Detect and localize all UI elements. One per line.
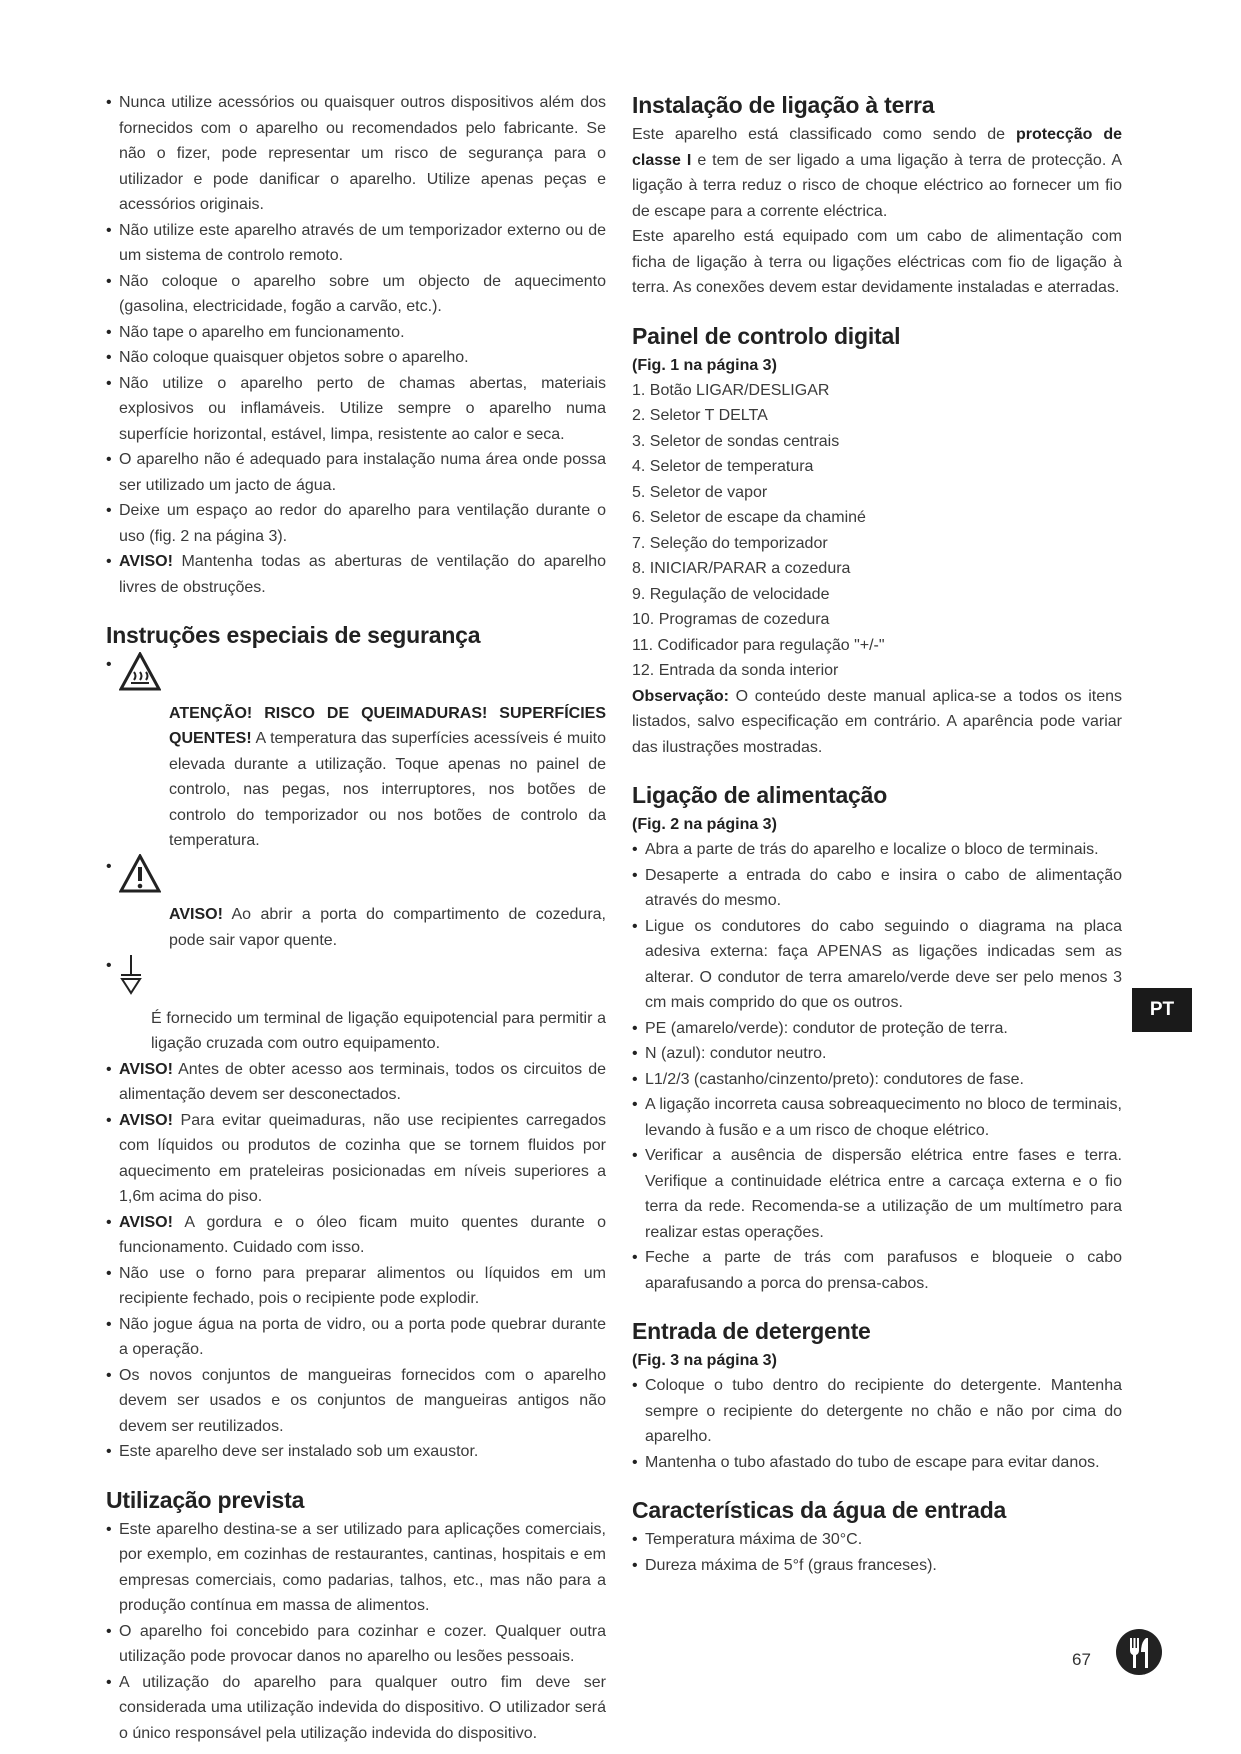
safety-list <box>106 652 606 1465</box>
list-item: 8. INICIAR/PARAR a cozedura <box>632 560 851 577</box>
list-item: • Não utilize o aparelho perto de chamas abertas, materiais explosivos ou inflamáveis. Utilize sempre o aparelho numa superfície horizontal, estável, limpa, resistente ao calor e seca. <box>106 371 606 448</box>
list-item: • Este aparelho deve ser instalado sob um exaustor. <box>106 1439 606 1465</box>
list-item-text: • É fornecido um terminal de ligação equipotencial para permitir a ligação cruzada com outro equipamento. <box>151 1009 606 1052</box>
list-item: • Ligue os condutores do cabo seguindo o diagrama na placa adesiva externa: faça APENAS as ligações indicadas sem as alterar. O condutor de terra amarelo/verde deve ser pelo menos 3 cm mais comprido do que os outros. <box>632 914 1122 1016</box>
warning-triangle-icon <box>119 881 161 898</box>
figure-reference: (Fig. 2 na página 3) <box>632 816 777 833</box>
list-item: • Coloque o tubo dentro do recipiente do detergente. Mantenha sempre o recipiente do detergente no chão e não por cima do aparelho. <box>632 1373 1122 1450</box>
list-item: • L1/2/3 (castanho/cinzento/preto): condutores de fase. <box>632 1067 1122 1093</box>
note-text: O conteúdo deste manual aplica-se a todos os itens listados, salvo especificação em contrário. A aparência pode variar das ilustrações mostradas. <box>632 687 1122 756</box>
list-item: • Não tape o aparelho em funcionamento. <box>106 320 606 346</box>
section-title-power: Ligação de alimentação <box>632 782 888 808</box>
text-span: e tem de ser ligado a uma ligação à terra de protecção. A ligação à terra reduz o risco de choque eléctrico ao fornecer um fio de escape para a corrente eléctrica. <box>632 151 1123 220</box>
power-list <box>632 837 1122 1296</box>
list-item: • Temperatura máxima de 30°C. <box>632 1527 1122 1553</box>
list-item: 5. Seletor de vapor <box>632 483 768 501</box>
list-item-text: Ao abrir a porta do compartimento de cozedura, pode sair vapor quente. <box>169 906 606 949</box>
panel-note <box>632 684 1122 761</box>
language-tab: PT <box>1132 988 1192 1032</box>
list-item: • PE (amarelo/verde): condutor de proteção de terra. <box>632 1016 1122 1042</box>
list-item: • N (azul): condutor neutro. <box>632 1041 1122 1067</box>
list-item: • A ligação incorreta causa sobreaquecimento no bloco de terminais, levando à fusão e a um risco de choque elétrico. <box>632 1092 1122 1143</box>
list-item: • Feche a parte de trás com parafusos e bloqueie o cabo aparafusando a porca do prensa-cabos. <box>632 1245 1122 1296</box>
warning-label: AVISO! <box>119 1111 173 1129</box>
detergent-list <box>632 1373 1122 1475</box>
earth-paragraph-2: Este aparelho está equipado com um cabo de alimentação com ficha de ligação à terra ou ligações eléctricas com fio de ligação à terra. As conexões devem estar devidamente instaladas e aterradas. <box>632 228 1122 296</box>
list-item: • Deixe um espaço ao redor do aparelho para ventilação durante o uso (fig. 2 na página 3). <box>106 498 606 549</box>
section-title-water: Características da água de entrada <box>632 1497 1007 1523</box>
list-item: • Mantenha o tubo afastado do tubo de escape para evitar danos. <box>632 1450 1122 1476</box>
warning-label: AVISO! <box>119 553 173 570</box>
earth-paragraph-1 <box>632 122 1122 224</box>
list-item: • Nunca utilize acessórios ou quaisquer outros dispositivos além dos fornecidos com o aparelho ou recomendados pelo fabricante. Se não o fizer, pode representar um risco de segurança para o utilizador e pode danificar o aparelho. Utilize apenas peças e acessórios originais. <box>106 90 606 218</box>
warning-label: AVISO! <box>119 1060 173 1078</box>
equipotential-terminal-icon <box>119 984 143 1001</box>
list-item: 12. Entrada da sonda interior <box>632 662 839 679</box>
list-item: • Abra a parte de trás do aparelho e localize o bloco de terminais. <box>632 837 1122 863</box>
list-item-text: Mantenha todas as aberturas de ventilação do aparelho livres de obstruções. <box>119 553 606 596</box>
figure-reference: (Fig. 1 na página 3) <box>632 356 777 374</box>
right-column <box>632 90 1122 1578</box>
section-title-detergent: Entrada de detergente <box>632 1318 871 1344</box>
list-item: • Dureza máxima de 5°f (graus franceses). <box>632 1553 1122 1579</box>
hot-surface-warning-label: ATENÇÃO! RISCO DE QUEIMADURAS! SUPERFÍCIES QUENTES! <box>169 704 606 747</box>
list-item: 9. Regulação de velocidade <box>632 585 830 603</box>
list-item: 2. Seletor T DELTA <box>632 407 768 424</box>
list-item: • Desaperte a entrada do cabo e insira o cabo de alimentação através do mesmo. <box>632 863 1122 914</box>
list-item <box>106 1057 606 1108</box>
section-title-usage: Utilização prevista <box>106 1486 305 1513</box>
list-item: • O aparelho não é adequado para instalação numa área onde possa ser utilizado um jacto de água. <box>106 447 606 498</box>
note-label: Observação: <box>632 687 729 705</box>
list-item <box>106 1108 606 1210</box>
list-item: • Este aparelho destina-se a ser utilizado para aplicações comerciais, por exemplo, em cozinhas de restaurantes, cantinas, hospitais e em empresas comerciais, como padarias, talhos, etc., mas não para a produção contínua em massa de alimentos. <box>106 1517 606 1619</box>
list-item: 3. Seletor de sondas centrais <box>632 432 840 450</box>
list-item: 6. Seletor de escape da chaminé <box>632 509 866 526</box>
cutlery-logo-icon <box>1115 1628 1163 1676</box>
figure-reference: (Fig. 3 na página 3) <box>632 1352 777 1369</box>
warning-label: AVISO! <box>169 906 223 923</box>
list-item: • Verificar a ausência de dispersão elétrica entre fases e terra. Verifique a continuidade elétrica entre a carcaça externa e o fio terra da rede. Recomenda-se a utilização de um multímetro para realizar estas operações. <box>632 1143 1122 1245</box>
section-title-earth: Instalação de ligação à terra <box>632 92 935 118</box>
list-item: 1. Botão LIGAR/DESLIGAR <box>632 381 830 399</box>
list-item <box>106 953 606 1057</box>
page-number: 67 <box>1072 1650 1091 1669</box>
list-item: • Não utilize este aparelho através de um temporizador externo ou de um sistema de controlo remoto. <box>106 218 606 269</box>
intro-bullet-list <box>106 90 606 600</box>
usage-list <box>106 1517 606 1747</box>
list-item <box>106 549 606 600</box>
list-item: • Os novos conjuntos de mangueiras fornecidos com o aparelho devem ser usados e os conjuntos de mangueiras antigos não devem ser reutilizados. <box>106 1363 606 1440</box>
list-item-text: Para evitar queimaduras, não use recipientes carregados com líquidos ou produtos de cozinha que se tornem fluidos por aquecimento em prateleiras posicionadas em níveis superiores a 1,6m acima do piso. <box>119 1111 606 1205</box>
list-item: • O aparelho foi concebido para cozinhar e cozer. Qualquer outra utilização pode provocar danos no aparelho ou lesões pessoais. <box>106 1619 606 1670</box>
list-item-text: Antes de obter acesso aos terminais, todos os circuitos de alimentação devem ser desconectados. <box>119 1060 606 1103</box>
list-item: 4. Seletor de temperatura <box>632 458 814 475</box>
list-item: • Não use o forno para preparar alimentos ou líquidos em um recipiente fechado, pois o recipiente pode explodir. <box>106 1261 606 1312</box>
panel-items-list <box>632 378 1122 684</box>
text-span: Este aparelho está classificado como sendo de <box>632 126 1016 143</box>
list-item <box>106 652 606 854</box>
list-item: 10. Programas de cozedura <box>632 611 830 628</box>
water-list <box>632 1527 1122 1578</box>
list-item: 7. Seleção do temporizador <box>632 534 828 552</box>
left-column <box>106 90 606 1746</box>
section-title-safety: Instruções especiais de segurança <box>106 622 481 648</box>
list-item: • Não jogue água na porta de vidro, ou a porta pode quebrar durante a operação. <box>106 1312 606 1363</box>
list-item <box>106 854 606 954</box>
list-item: • A utilização do aparelho para qualquer outro fim deve ser considerada uma utilização indevida do dispositivo. O utilizador será o único responsável pela utilização indevida do dispositivo. <box>106 1670 606 1747</box>
hot-surface-warning-icon <box>119 679 161 696</box>
list-item: • Não coloque quaisquer objetos sobre o aparelho. <box>106 345 606 371</box>
list-item-text: A gordura e o óleo ficam muito quentes durante o funcionamento. Cuidado com isso. <box>119 1213 606 1256</box>
list-item-text: A temperatura das superfícies acessíveis é muito elevada durante a utilização. Toque apenas no painel de controlo, nas pegas, nos interruptores, nos botões de controlo do temporizador ou nos botões de controlo da temperatura. <box>169 730 606 849</box>
list-item <box>106 1210 606 1261</box>
list-item: 11. Codificador para regulação "+/-" <box>632 636 885 654</box>
section-title-panel: Painel de controlo digital <box>632 322 901 349</box>
list-item: • Não coloque o aparelho sobre um objecto de aquecimento (gasolina, electricidade, fogão a carvão, etc.). <box>106 269 606 320</box>
class-label: protecção de classe I <box>632 126 1122 169</box>
warning-label: AVISO! <box>119 1213 173 1231</box>
